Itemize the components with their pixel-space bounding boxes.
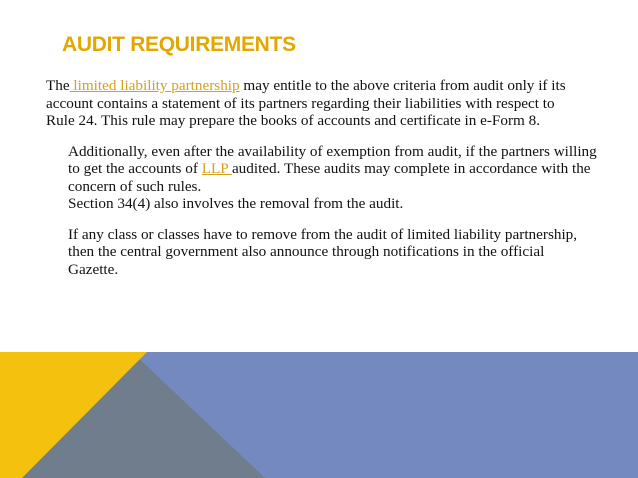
text-line: Gazette. xyxy=(68,260,119,278)
text-line: Section 34(4) also involves the removal from the audit. xyxy=(68,195,404,212)
paragraph-government-notification xyxy=(46,226,630,279)
text-segment: may entitle to the above criteria from audit only if its xyxy=(239,77,566,94)
footer-decoration xyxy=(0,352,638,478)
text-line-with-link xyxy=(68,160,630,178)
text-line: Rule 24. This rule may prepare the books of accounts and certificate in e-Form 8. xyxy=(46,112,541,129)
text-line: then the central government also announce through notifications in the official xyxy=(68,243,545,260)
paragraph-additional-audit xyxy=(46,143,630,213)
limited-liability-partnership-link[interactable]: limited liability partnership xyxy=(69,77,240,94)
text-line: account contains a statement of its partners regarding their liabilities with respect to xyxy=(46,94,555,112)
llp-link[interactable]: LLP xyxy=(201,160,232,177)
text-line: If any class or classes have to remove from the audit of limited liability partnership, xyxy=(68,225,578,243)
text-line: concern of such rules. xyxy=(68,177,202,195)
text-segment: The xyxy=(46,77,70,94)
text-line: Additionally, even after the availability of exemption from audit, if the partners willing xyxy=(68,142,597,160)
text-segment: to get the accounts of xyxy=(68,160,202,177)
slide-title: AUDIT REQUIREMENTS xyxy=(62,33,296,56)
paragraph-llp-exemption xyxy=(46,77,630,130)
text-segment: audited. These audits may complete in accordance with the xyxy=(231,160,591,177)
slide-body xyxy=(46,77,630,291)
